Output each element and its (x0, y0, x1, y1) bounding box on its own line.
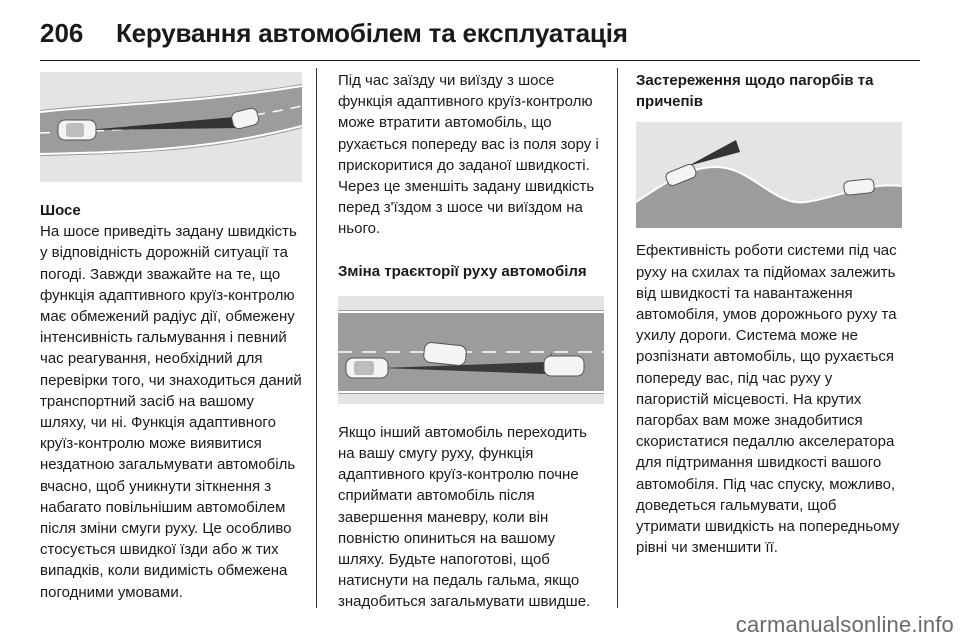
lead-car-icon (544, 356, 584, 376)
page-number: 206 (40, 18, 84, 48)
lead-car-icon (843, 179, 874, 196)
section-heading-highway: Шосе (40, 202, 81, 219)
lane-change-illustration (338, 296, 604, 404)
column-hills-trailers (636, 70, 902, 558)
highway-curve-illustration (40, 72, 302, 182)
merging-car-icon (423, 342, 467, 366)
body-text-lane-change: Якщо інший автомобіль переходить на вашу смугу руху, функція адаптивного круїз-контролю почне сприймати автомобіль після завершення маневру, коли він повністю опиниться на вашому шляху. Будьте напоготові, щоб натиснути на педаль гальма, якщо знадобиться загальмувати швидше. (338, 423, 591, 611)
body-text-hills: Ефективність роботи системи під час руху на схилах та підйомах залежить від швидкості та навантаження автомобіля, умов дорожнього руху та ухилу дороги. Система може не розпізнати автомобіль, що рухається попереду вас, під час руху у пагористій місцевості. На крутих пагорбах вам може знадобитися скористатися педаллю акселератора для підтримання швидкості вашого автомобіля. Під час спуску, можливо, доведеться гальмувати, щоб утримати швидкість на попередньому рівні чи зменшити її. (636, 242, 900, 557)
section-heading-hills: Застереження щодо пагорбів та причепів (636, 72, 874, 111)
own-car-icon (58, 120, 96, 140)
header-divider (40, 60, 920, 61)
page-header (40, 12, 920, 60)
section-heading-lane-change: Зміна траєкторії руху автомобіля (338, 262, 587, 280)
body-text-highway: На шосе приведіть задану швидкість у відповідність дорожній ситуації та погоді. Завжди зважайте на те, що функція адаптивного круїз-контролю має обмежений радіус дії, обмежену інтенсивність гальмування і певний час реагування, необхідний для перевірки того, чи знаходиться даний транспортний засіб на вашому шляху, чи ні. Функція адаптивного круїз-контролю може виявитися нездатною загальмувати автомобіль вчасно, щоб уникнути зіткнення з набагато повільнішим автомобілем після зміни смуги руху. Це особливо стосується швидкої їзди або ж тих випадків, коли видимість обмежена погодними умовами. (40, 223, 302, 601)
column-divider (316, 68, 317, 608)
body-text-motorway-exit: Під час заїзду чи виїзду з шосе функція адаптивного круїз-контролю може втратити автомобіль, що рухається попереду вас із поля зору і прискоритися до заданої швидкості. Через це зменшіть задану швидкість перед з'їздом з шосе чи виїздом на нього. (338, 72, 599, 238)
own-car-icon (346, 358, 388, 378)
column-divider (617, 68, 618, 608)
page-title: Керування автомобілем та експлуатація (116, 18, 628, 48)
column-highway (40, 72, 302, 603)
column-lane-change (338, 70, 604, 613)
watermark: carmanualsonline.info (735, 612, 954, 637)
hills-illustration (636, 122, 902, 228)
